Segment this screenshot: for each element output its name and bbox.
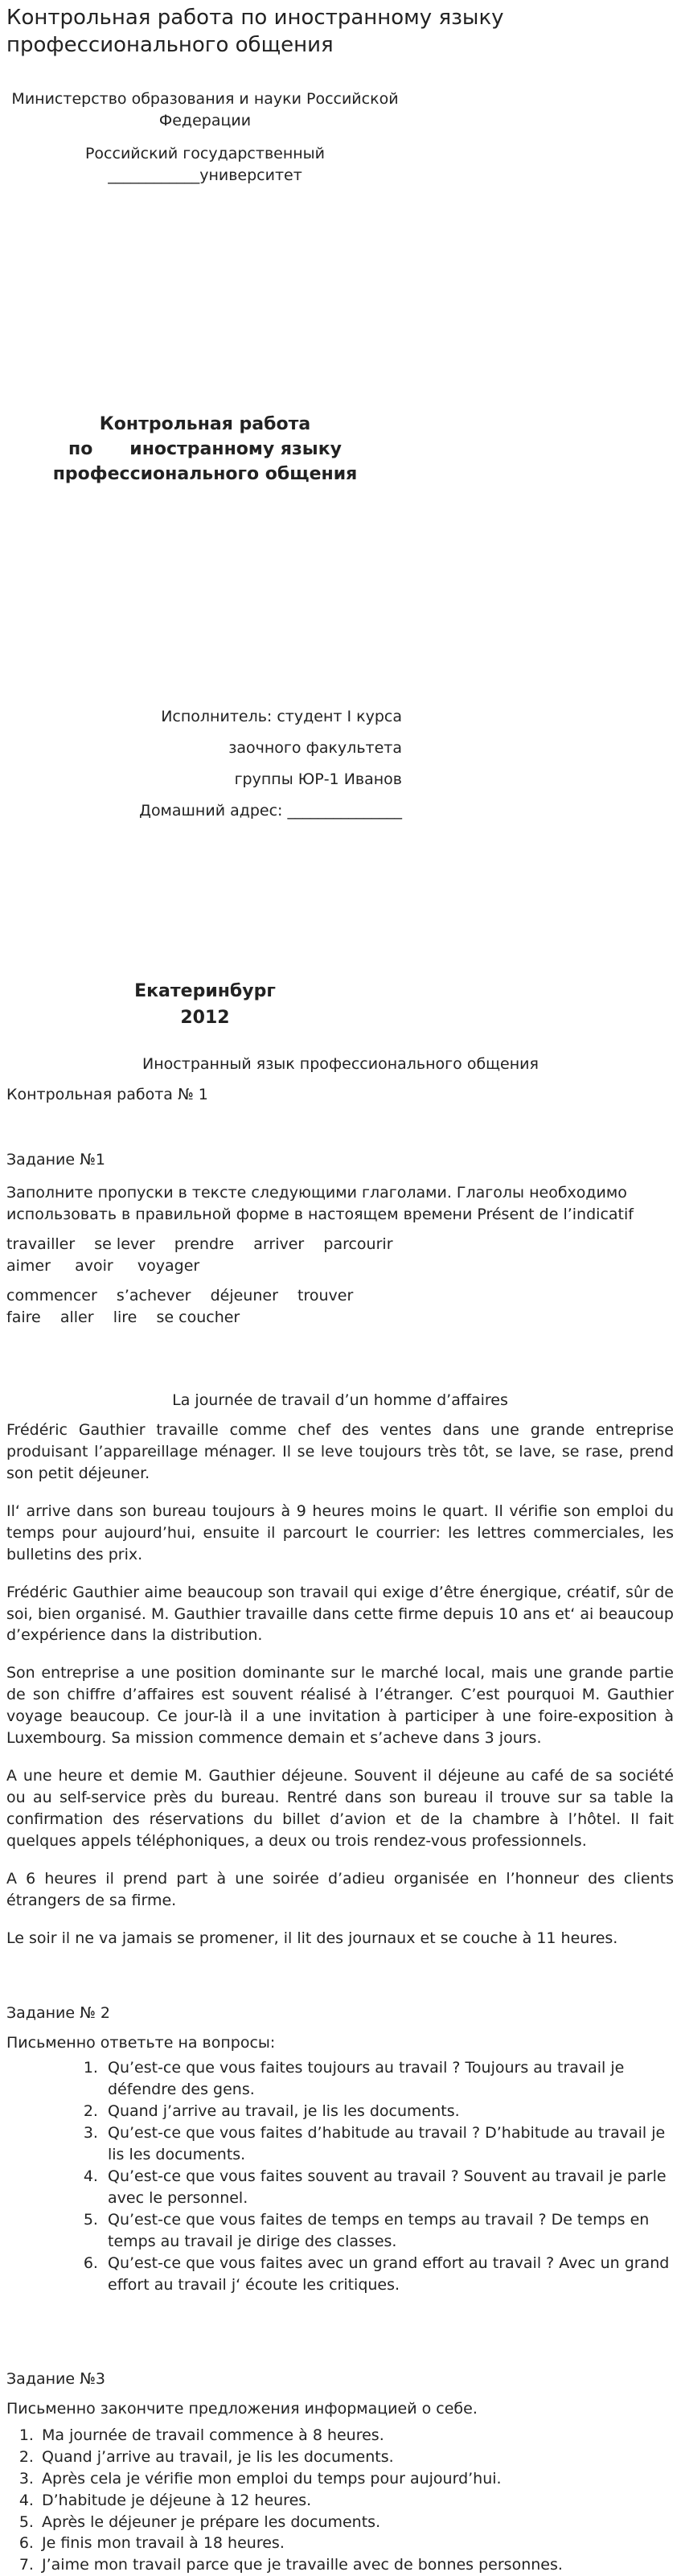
task3-instruction: Письменно закончите предложения информацией о себе. [6, 2399, 478, 2418]
ministry-block [0, 88, 410, 132]
text-paragraph: Le soir il ne va jamais se promener, il lit des journaux et se couche à 11 heures. [6, 1929, 618, 1948]
verb-list-2-line-1: commencer s’achever déjeuner trouver [6, 1286, 354, 1304]
text-paragraph: Il‘ arrive dans son bureau toujours à 9 heures moins le quart. Il vérifie son emploi du temps pour aujourd’hui, ensuite il parcourt le courrier: les lettres commerciales, les bulletins des prix. [6, 1502, 674, 1563]
question-item: 6. Qu’est-ce que vous faites avec un grand effort au travail ? Avec un grand effort au travail j‘ écoute les critiques. [103, 2253, 674, 2296]
city-year-block [0, 978, 410, 1031]
task2-instruction: Письменно ответьте на вопросы: [6, 2034, 276, 2052]
task2-title: Задание № 2 [6, 2004, 110, 2023]
verb-list-2 [6, 1285, 674, 1329]
answer-item: 3. Après cela je vérifie mon emploi du temps pour aujourd’hui. [39, 2468, 674, 2490]
performer-address: Домашний адрес: _______________ [139, 801, 402, 820]
answer-item: 6. Je finis mon travail à 18 heures. [39, 2533, 674, 2554]
task1-title: Задание №1 [6, 1150, 105, 1169]
university-line-1: Российский государственный [84, 145, 326, 162]
performer-block [0, 701, 402, 827]
task3-title: Задание №3 [6, 2369, 105, 2388]
question-item: 1. Qu’est-ce que vous faites toujours au travail ? Toujours au travail je défendre des gens. [103, 2057, 674, 2101]
verb-list-1 [6, 1234, 674, 1277]
answer-item: 4. D’habitude je déjeune à 12 heures. [39, 2490, 674, 2512]
main-title-line-3: профессионального общения [52, 464, 358, 485]
question-item: 5. Qu’est-ce que vous faites de temps en temps au travail ? De temps en temps au travail je dirige des classes. [103, 2209, 674, 2253]
question-item: 2. Quand j’arrive au travail, je lis les documents. [103, 2101, 674, 2122]
text-paragraph: Son entreprise a une position dominante sur le marché local, mais une grande partie de son chiffre d’affaires est souvent réalisé à l’étranger. C’est pourquoi M. Gauthier voyage beaucoup. Ce jour-là il a une invitation à participer à une foire-exposition à Luxembourg. Sa mission commence demain et s’acheve dans 3 jours. [6, 1664, 674, 1748]
city: Екатеринбург [134, 981, 276, 1001]
task1-instruction: Заполните пропуски в тексте следующими глаголами. Глаголы необходимо использовать в правильной форме в настоящем времени Présent de l’indicatif [6, 1183, 634, 1223]
performer-line-3: группы ЮР-1 Иванов [234, 770, 402, 788]
performer-line-2: заочного факультета [228, 738, 402, 757]
question-item: 3. Qu’est-ce que vous faites d’habitude au travail ? D’habitude au travail je lis les documents. [103, 2122, 674, 2166]
university-line-2: ____________университет [108, 166, 302, 184]
text-paragraph: Frédéric Gauthier aime beaucoup son travail qui exige d’être énergique, créatif, sûr de soi, bien organisé. M. Gauthier travaille dans cette firme depuis 10 ans et‘ ai beaucoup d’expérience dans la distribution. [6, 1583, 674, 1645]
question-list [6, 2057, 674, 2296]
text-paragraph: A une heure et demie M. Gauthier déjeune. Souvent il déjeune au café de sa société ou au self-service près du bureau. Rentré dans son bureau il trouve sur sa table la confirmation des réservations du billet d’avion et de la chambre à l’hôtel. Il fait quelques appels téléphoniques, a deux ou trois rendez-vous professionnels. [6, 1767, 674, 1851]
ministry-line-1: Министерство образования и науки Российской [11, 90, 399, 108]
answer-list [6, 2425, 674, 2576]
question-item: 4. Qu’est-ce que vous faites souvent au travail ? Souvent au travail je parle avec le personnel. [103, 2166, 674, 2209]
answer-item: 1. Ma journée de travail commence à 8 heures. [39, 2425, 674, 2447]
document-title: Контрольная работа по иностранному языку профессионального общения [6, 6, 504, 57]
verb-list-1-line-1: travailler se lever prendre arriver parcourir [6, 1235, 393, 1253]
test-number: Контрольная работа № 1 [6, 1086, 208, 1103]
subject-heading: Иностранный язык профессионального общения [142, 1055, 539, 1073]
main-title-line-1: Контрольная работа [99, 414, 311, 434]
year: 2012 [180, 1008, 230, 1028]
performer-line-1: Исполнитель: студент I курса [161, 708, 402, 725]
verb-list-2-line-2: faire aller lire se coucher [6, 1308, 240, 1326]
main-title [0, 412, 410, 487]
university-block [0, 143, 410, 187]
main-title-line-2: по иностранному языку [68, 439, 342, 460]
text-paragraph: A 6 heures il prend part à une soirée d’adieu organisée en l’honneur des clients étrangers de sa firme. [6, 1870, 674, 1910]
verb-list-1-line-2: aimer avoir voyager [6, 1256, 200, 1275]
answer-item: 7. J’aime mon travail parce que je travaille avec de bonnes personnes. [39, 2554, 674, 2576]
document-body [6, 1084, 674, 2576]
answer-item: 2. Quand j’arrive au travail, je lis les documents. [39, 2447, 674, 2468]
text-title: La journée de travail d’un homme d’affaires [172, 1391, 508, 1409]
answer-item: 5. Après le déjeuner je prépare les documents. [39, 2512, 674, 2533]
text-paragraph: Frédéric Gauthier travaille comme chef des ventes dans une grande entreprise produisant l’appareillage ménager. Il se leve toujours très tôt, se lave, se rase, prend son petit déjeuner. [6, 1420, 674, 1482]
ministry-line-2: Федерации [158, 111, 252, 129]
